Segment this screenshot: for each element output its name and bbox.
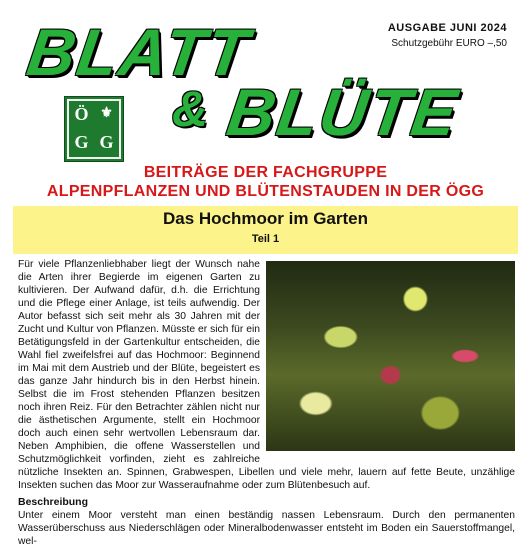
section-heading: Beschreibung (18, 496, 89, 508)
oegg-logo (64, 96, 124, 162)
logo-letter: G (99, 132, 114, 152)
bog-garden-photo (266, 261, 515, 451)
subheading-line2: ALPENPFLANZEN UND BLÜTENSTAUDEN IN DER ÖGG (46, 183, 485, 200)
masthead-title-blatt: BLATT (22, 15, 255, 89)
issue-label: AUSGABE JUNI 2024 (387, 22, 507, 34)
subheading-line1: BEITRÄGE DER FACHGRUPPE (143, 164, 388, 181)
masthead-ampersand: & (172, 81, 209, 137)
oegg-logo-letters (67, 99, 121, 159)
article-body (18, 258, 515, 548)
logo-letter: Ö (74, 104, 89, 124)
article-part: Teil 1 (251, 233, 280, 245)
logo-emblem-icon: ⚜ (100, 106, 113, 121)
section-text: Unter einem Moor versteht man einen beständig nassen Lebensraum. Durch den permanenten Wasserüberschuss aus Niederschlägen oder Mineralbodenwasser entsteht im Boden ein Sauerstoffmangel, wel- (18, 510, 515, 547)
logo-letter: G (74, 132, 89, 152)
article-title: Das Hochmoor im Garten (163, 209, 368, 228)
fee-label: Schutzgebühr EURO –,50 (391, 38, 507, 49)
article-intro: Für viele Pflanzenliebhaber liegt der Wunsch nahe die Arten ihrer Begierde im eigenen Garten zu kultivieren. Der Aufwand dafür, d.h. die Errichtung und die Pflege einer Anlage, ist teils aufwendig. Der Autor befasst sich seit mehr als 30 Jahren mit der Zucht und Kultur von Pflanzen. Müsste er sich für ein Betätigungsfeld in der Gartenkultur entscheiden, die Wahl fiel zweifelsfrei auf das Hochmoor: Beginnend im Mai mit dem Austrieb und der Blüte, begeistert es das ganze Jahr hindurch bis in den Herbst hinein. Selbst die im Frost stehenden Pflanzen besitzen noch ihren Reiz. Für den Betrachter zählen nicht nur die ästhetischen Argumente, stellt ein Hochmoor doch auch einen sehr wertvollen Lebensraum dar. Neben Amphibien, die offene Wasserstellen und Schutzmöglichkeit vorfinden, zieht es zahlreiche nützliche Insekten an. Spinnen, Grabwespen, Libellen und viele mehr, lauern auf fette Beute, unzählige Insekten suchen das Moor zur Wasseraufnahme oder zum Blütenbesuch auf. (18, 259, 515, 491)
masthead-title-bluete: BLÜTE (222, 75, 464, 149)
